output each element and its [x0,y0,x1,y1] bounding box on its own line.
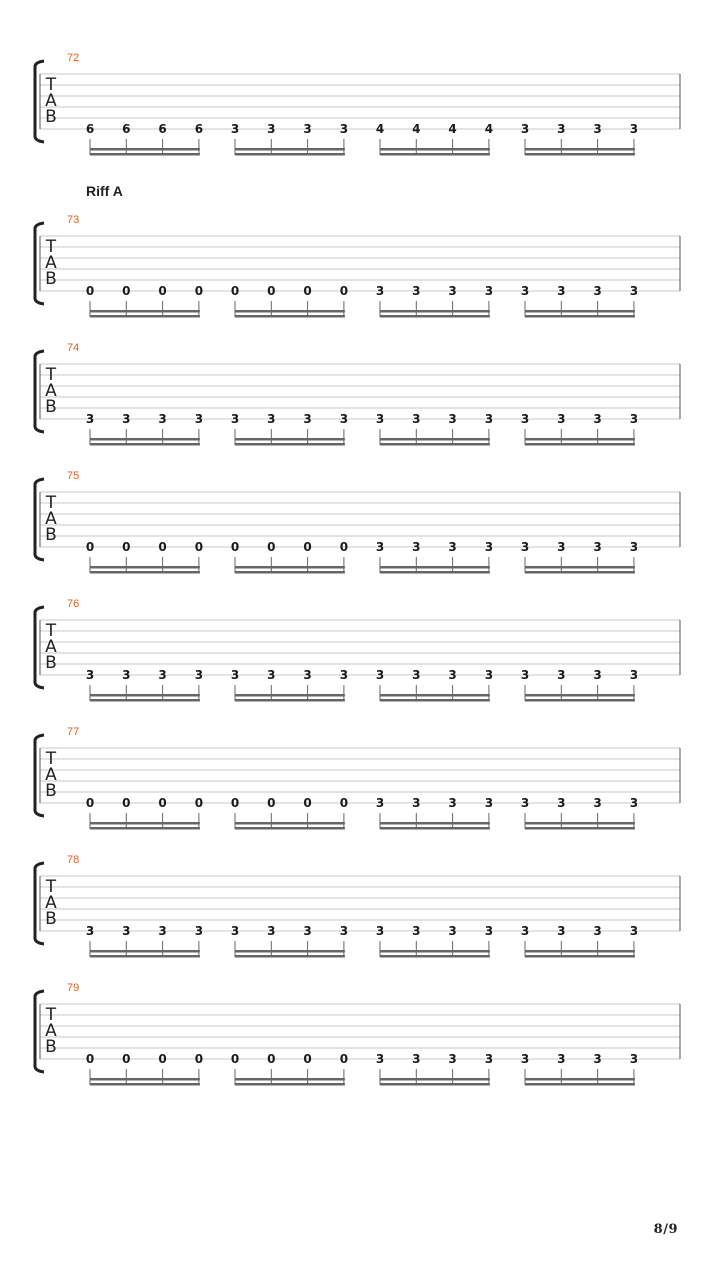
beam-primary [380,153,490,156]
beam-primary [235,1083,345,1086]
fret-number: 3 [629,540,639,554]
fret-number: 0 [230,284,240,298]
fret-number: 3 [520,122,530,136]
beam-primary [90,443,200,446]
fret-number: 3 [303,924,312,938]
beam-primary [90,827,200,830]
fret-number: 0 [122,796,131,810]
page-number: 8/9 [653,1222,678,1237]
beam-secondary [235,1078,345,1081]
fret-number: 0 [194,1052,204,1066]
beam-primary [90,699,200,702]
beam-primary [525,955,635,958]
tab-clef-letter: A [45,253,57,273]
fret-number: 3 [375,668,385,682]
fret-number: 0 [122,1052,131,1066]
beam-primary [525,315,635,318]
fret-number: 0 [339,284,349,298]
fret-number: 6 [122,122,131,136]
beam-primary [525,443,635,446]
beam-secondary [525,148,635,151]
fret-number: 3 [158,412,167,426]
fret-number: 0 [267,796,276,810]
fret-number: 0 [303,284,312,298]
fret-number: 3 [593,1052,602,1066]
fret-number: 3 [303,122,312,136]
fret-number: 0 [267,1052,276,1066]
fret-number: 3 [520,1052,530,1066]
tab-clef-letter: B [45,909,57,929]
beam-primary [90,315,200,318]
fret-number: 3 [412,284,421,298]
beam-secondary [525,566,635,569]
fret-number: 0 [194,796,204,810]
fret-number: 3 [484,540,494,554]
beam-primary [235,153,345,156]
tab-system [35,52,680,156]
fret-number: 3 [484,284,494,298]
fret-number: 0 [303,540,312,554]
fret-number: 4 [484,122,494,136]
fret-number: 3 [557,796,566,810]
measure-number: 75 [67,470,80,482]
fret-number: 0 [158,284,167,298]
beam-primary [380,443,490,446]
tab-system [35,598,680,702]
beam-secondary [90,950,200,953]
fret-number: 3 [557,1052,566,1066]
fret-number: 3 [85,924,95,938]
fret-number: 3 [557,284,566,298]
measure-number: 76 [67,598,80,610]
fret-number: 0 [267,540,276,554]
fret-number: 3 [593,796,602,810]
fret-number: 3 [230,412,240,426]
fret-number: 0 [122,540,131,554]
fret-number: 3 [484,1052,494,1066]
fret-number: 3 [520,540,530,554]
tab-system [35,854,680,958]
fret-number: 0 [85,540,95,554]
fret-number: 3 [629,668,639,682]
tab-clef-letter: B [45,107,57,127]
fret-number: 3 [122,924,131,938]
tab-clef-letter: A [45,765,57,785]
fret-number: 3 [520,924,530,938]
beam-secondary [525,950,635,953]
fret-number: 3 [557,668,566,682]
fret-number: 4 [412,122,421,136]
fret-number: 3 [339,412,349,426]
tab-clef-letter: T [45,75,57,95]
tab-clef-letter: T [45,621,57,641]
fret-number: 0 [230,540,240,554]
beam-primary [235,699,345,702]
tab-system [35,183,680,318]
beam-secondary [380,438,490,441]
measure-number: 73 [67,214,80,226]
beam-secondary [90,694,200,697]
fret-number: 3 [375,412,385,426]
fret-number: 3 [448,540,457,554]
section-label: Riff A [86,183,123,199]
fret-number: 3 [448,1052,457,1066]
tab-clef-letter: T [45,365,57,385]
beam-secondary [235,822,345,825]
fret-number: 3 [557,122,566,136]
fret-number: 3 [194,924,204,938]
fret-number: 3 [267,668,276,682]
beam-secondary [235,694,345,697]
beam-secondary [380,148,490,151]
fret-number: 3 [303,668,312,682]
fret-number: 0 [194,540,204,554]
beam-secondary [90,1078,200,1081]
beam-primary [380,955,490,958]
fret-number: 3 [629,1052,639,1066]
tab-clef-letter: A [45,1021,57,1041]
beam-primary [380,315,490,318]
fret-number: 0 [230,796,240,810]
fret-number: 0 [339,1052,349,1066]
beam-primary [235,827,345,830]
tab-clef-letter: A [45,637,57,657]
beam-primary [380,1083,490,1086]
beam-secondary [380,566,490,569]
fret-number: 0 [303,1052,312,1066]
fret-number: 3 [484,924,494,938]
tab-clef-letter: B [45,397,57,417]
fret-number: 3 [629,284,639,298]
beam-secondary [380,950,490,953]
beam-primary [525,699,635,702]
beam-secondary [90,566,200,569]
measure-number: 74 [67,342,80,354]
fret-number: 0 [122,284,131,298]
fret-number: 3 [593,284,602,298]
beam-secondary [525,694,635,697]
fret-number: 3 [412,1052,421,1066]
measure-number: 79 [67,982,80,994]
beam-secondary [235,310,345,313]
fret-number: 3 [520,796,530,810]
beam-secondary [380,310,490,313]
beam-primary [90,571,200,574]
tab-clef-letter: B [45,1037,57,1057]
beam-primary [235,315,345,318]
fret-number: 3 [267,412,276,426]
fret-number: 0 [339,540,349,554]
beam-secondary [380,1078,490,1081]
tab-clef-letter: A [45,509,57,529]
fret-number: 0 [158,1052,167,1066]
tab-clef-letter: A [45,381,57,401]
fret-number: 3 [194,412,204,426]
beam-secondary [90,310,200,313]
fret-number: 3 [593,412,602,426]
beam-secondary [235,438,345,441]
beam-primary [525,827,635,830]
beam-secondary [525,310,635,313]
beam-secondary [90,148,200,151]
fret-number: 3 [375,284,385,298]
fret-number: 3 [122,412,131,426]
beam-secondary [90,822,200,825]
fret-number: 3 [230,122,240,136]
beam-primary [235,443,345,446]
fret-number: 3 [629,412,639,426]
fret-number: 3 [375,1052,385,1066]
fret-number: 3 [412,924,421,938]
fret-number: 3 [375,540,385,554]
tab-system [35,726,680,830]
fret-number: 3 [520,668,530,682]
fret-number: 0 [85,1052,95,1066]
measure-number: 77 [67,726,80,738]
beam-primary [525,571,635,574]
beam-primary [380,699,490,702]
tab-clef-letter: A [45,91,57,111]
fret-number: 3 [158,924,167,938]
beam-secondary [525,1078,635,1081]
fret-number: 3 [267,924,276,938]
fret-number: 3 [85,412,95,426]
tab-clef-letter: T [45,749,57,769]
fret-number: 3 [520,284,530,298]
beam-primary [235,571,345,574]
tab-clef-letter: T [45,493,57,513]
fret-number: 3 [448,796,457,810]
tab-clef-letter: T [45,237,57,257]
fret-number: 3 [412,540,421,554]
fret-number: 0 [303,796,312,810]
fret-number: 3 [412,796,421,810]
beam-secondary [235,148,345,151]
beam-secondary [525,438,635,441]
fret-number: 3 [339,924,349,938]
fret-number: 0 [85,284,95,298]
fret-number: 3 [158,668,167,682]
tab-clef-letter: T [45,1005,57,1025]
fret-number: 0 [158,540,167,554]
beam-primary [90,153,200,156]
tab-clef-letter: B [45,269,57,289]
tab-clef-letter: B [45,781,57,801]
fret-number: 3 [484,412,494,426]
fret-number: 0 [85,796,95,810]
tab-system [35,982,680,1086]
tab-clef-letter: A [45,893,57,913]
fret-number: 3 [267,122,276,136]
fret-number: 3 [629,122,639,136]
fret-number: 3 [375,924,385,938]
fret-number: 3 [230,924,240,938]
fret-number: 3 [629,924,639,938]
fret-number: 3 [339,122,349,136]
fret-number: 3 [448,924,457,938]
beam-primary [525,1083,635,1086]
fret-number: 0 [339,796,349,810]
tab-clef-letter: B [45,525,57,545]
fret-number: 3 [448,412,457,426]
fret-number: 6 [85,122,95,136]
beam-secondary [90,438,200,441]
fret-number: 4 [375,122,385,136]
tab-clef-letter: B [45,653,57,673]
fret-number: 3 [375,796,385,810]
fret-number: 3 [593,122,602,136]
fret-number: 4 [448,122,457,136]
beam-secondary [380,694,490,697]
tab-clef-letter: T [45,877,57,897]
measure-number: 72 [67,52,80,64]
fret-number: 3 [448,668,457,682]
fret-number: 3 [339,668,349,682]
beam-secondary [525,822,635,825]
fret-number: 0 [230,1052,240,1066]
measure-number: 78 [67,854,80,866]
beam-primary [235,955,345,958]
beam-secondary [235,950,345,953]
fret-number: 3 [303,412,312,426]
beam-primary [525,153,635,156]
fret-number: 3 [412,412,421,426]
fret-number: 3 [557,412,566,426]
fret-number: 3 [448,284,457,298]
beam-secondary [380,822,490,825]
fret-number: 0 [267,284,276,298]
fret-number: 3 [593,668,602,682]
fret-number: 6 [194,122,204,136]
fret-number: 3 [85,668,95,682]
fret-number: 3 [520,412,530,426]
beam-primary [90,1083,200,1086]
beam-secondary [235,566,345,569]
fret-number: 3 [484,796,494,810]
fret-number: 0 [158,796,167,810]
fret-number: 3 [122,668,131,682]
fret-number: 3 [557,924,566,938]
fret-number: 3 [194,668,204,682]
fret-number: 3 [484,668,494,682]
fret-number: 3 [412,668,421,682]
tab-system [35,470,680,574]
tab-system [35,342,680,446]
beam-primary [380,827,490,830]
fret-number: 3 [593,924,602,938]
fret-number: 3 [629,796,639,810]
fret-number: 3 [593,540,602,554]
fret-number: 3 [230,668,240,682]
beam-primary [380,571,490,574]
fret-number: 0 [194,284,204,298]
beam-primary [90,955,200,958]
fret-number: 6 [158,122,167,136]
fret-number: 3 [557,540,566,554]
